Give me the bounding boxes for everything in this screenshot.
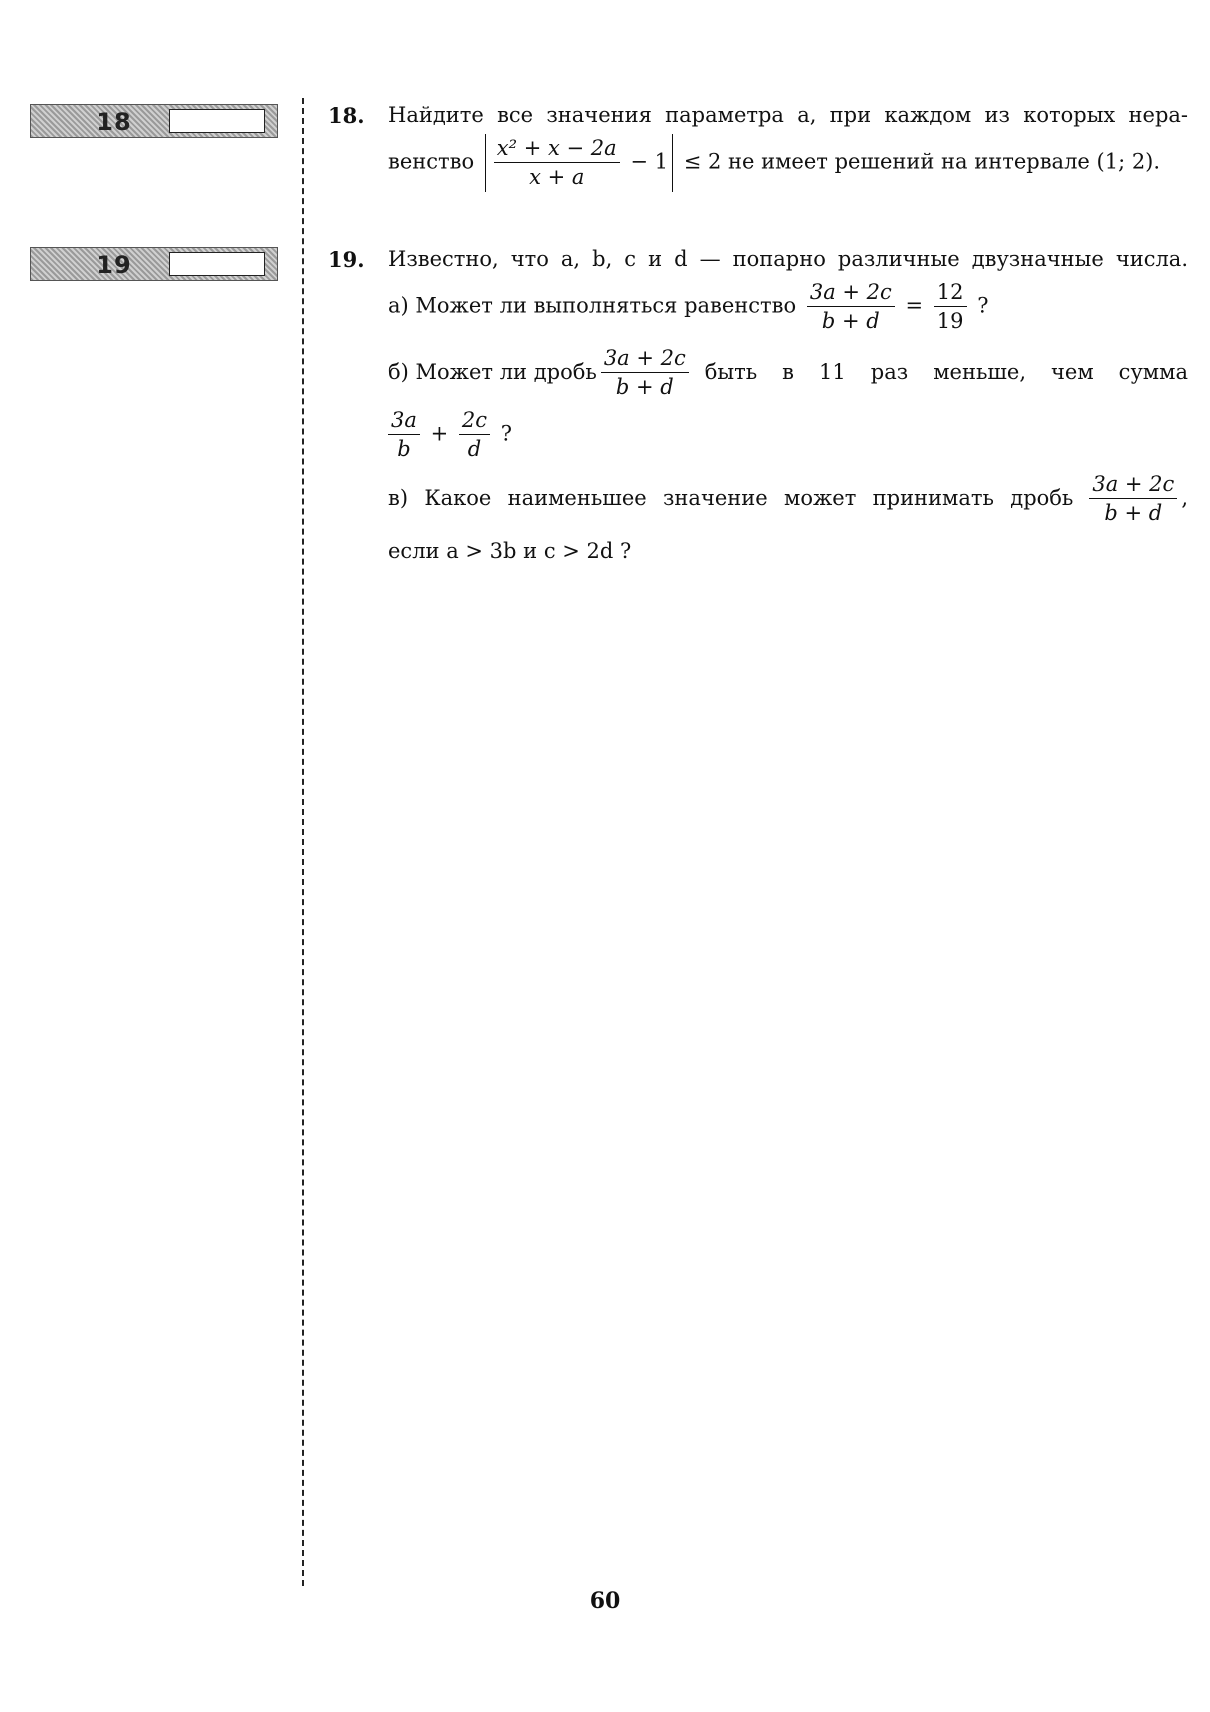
fraction-denominator: 19 (936, 309, 964, 334)
subtask-c (388, 470, 1188, 528)
page-number: 60 (589, 1588, 621, 1614)
task-text-line: Найдите все значения параметра a, при каждом из которых нера- (388, 103, 1188, 127)
fraction (934, 278, 967, 336)
minus-one: − 1 (630, 149, 668, 174)
fraction-denominator: x + a (529, 165, 585, 190)
task-formula-line (388, 134, 1160, 192)
text: б) Может ли дробь (388, 360, 597, 385)
comma: , (1181, 486, 1188, 511)
text: быть в 11 раз меньше, чем сумма (704, 360, 1188, 385)
text: а) Может ли выполняться равенство (388, 293, 797, 318)
subtask-a (388, 278, 988, 336)
question-mark: ? (500, 421, 512, 446)
question-mark: ? (977, 293, 989, 318)
fraction-denominator: b + d (821, 309, 880, 334)
answer-box-18 (30, 104, 278, 138)
task-text-line: Известно, что a, b, c и d — попарно различные двузначные числа. (388, 247, 1188, 271)
fraction (1089, 470, 1177, 528)
cut-line-divider (302, 98, 304, 1586)
fraction (459, 406, 490, 464)
subtask-b (388, 344, 1188, 402)
text: венство (388, 149, 475, 174)
fraction-denominator: d (467, 437, 482, 462)
answer-field-19[interactable] (169, 252, 265, 276)
fraction-numerator: 12 (934, 278, 967, 307)
task-number: 19. (328, 247, 365, 272)
fraction-numerator: 2c (459, 406, 490, 435)
fraction (601, 344, 689, 402)
equals: = (905, 293, 924, 318)
absolute-value (485, 134, 673, 192)
fraction-numerator: 3a + 2c (601, 344, 689, 373)
answer-box-number: 19 (96, 251, 132, 279)
fraction-denominator: b + d (615, 375, 674, 400)
fraction-numerator: 3a + 2c (807, 278, 895, 307)
subtask-c-condition: если a > 3b и c > 2d ? (388, 539, 632, 563)
subtask-b-sum (388, 406, 512, 464)
answer-field-18[interactable] (169, 109, 265, 133)
fraction (807, 278, 895, 336)
fraction-numerator: x² + x − 2a (494, 134, 620, 163)
answer-box-19 (30, 247, 278, 281)
fraction-denominator: b + d (1104, 501, 1163, 526)
fraction-numerator: 3a (388, 406, 420, 435)
fraction (388, 406, 420, 464)
text: в) Какое наименьшее значение может принимать дробь (388, 486, 1074, 511)
answer-box-number: 18 (96, 108, 132, 136)
fraction (494, 134, 620, 192)
text: ≤ 2 не имеет решений на интервале (1; 2). (683, 149, 1161, 174)
fraction-numerator: 3a + 2c (1089, 470, 1177, 499)
task-number: 18. (328, 103, 365, 128)
fraction-denominator: b (397, 437, 411, 462)
plus: + (430, 421, 449, 446)
